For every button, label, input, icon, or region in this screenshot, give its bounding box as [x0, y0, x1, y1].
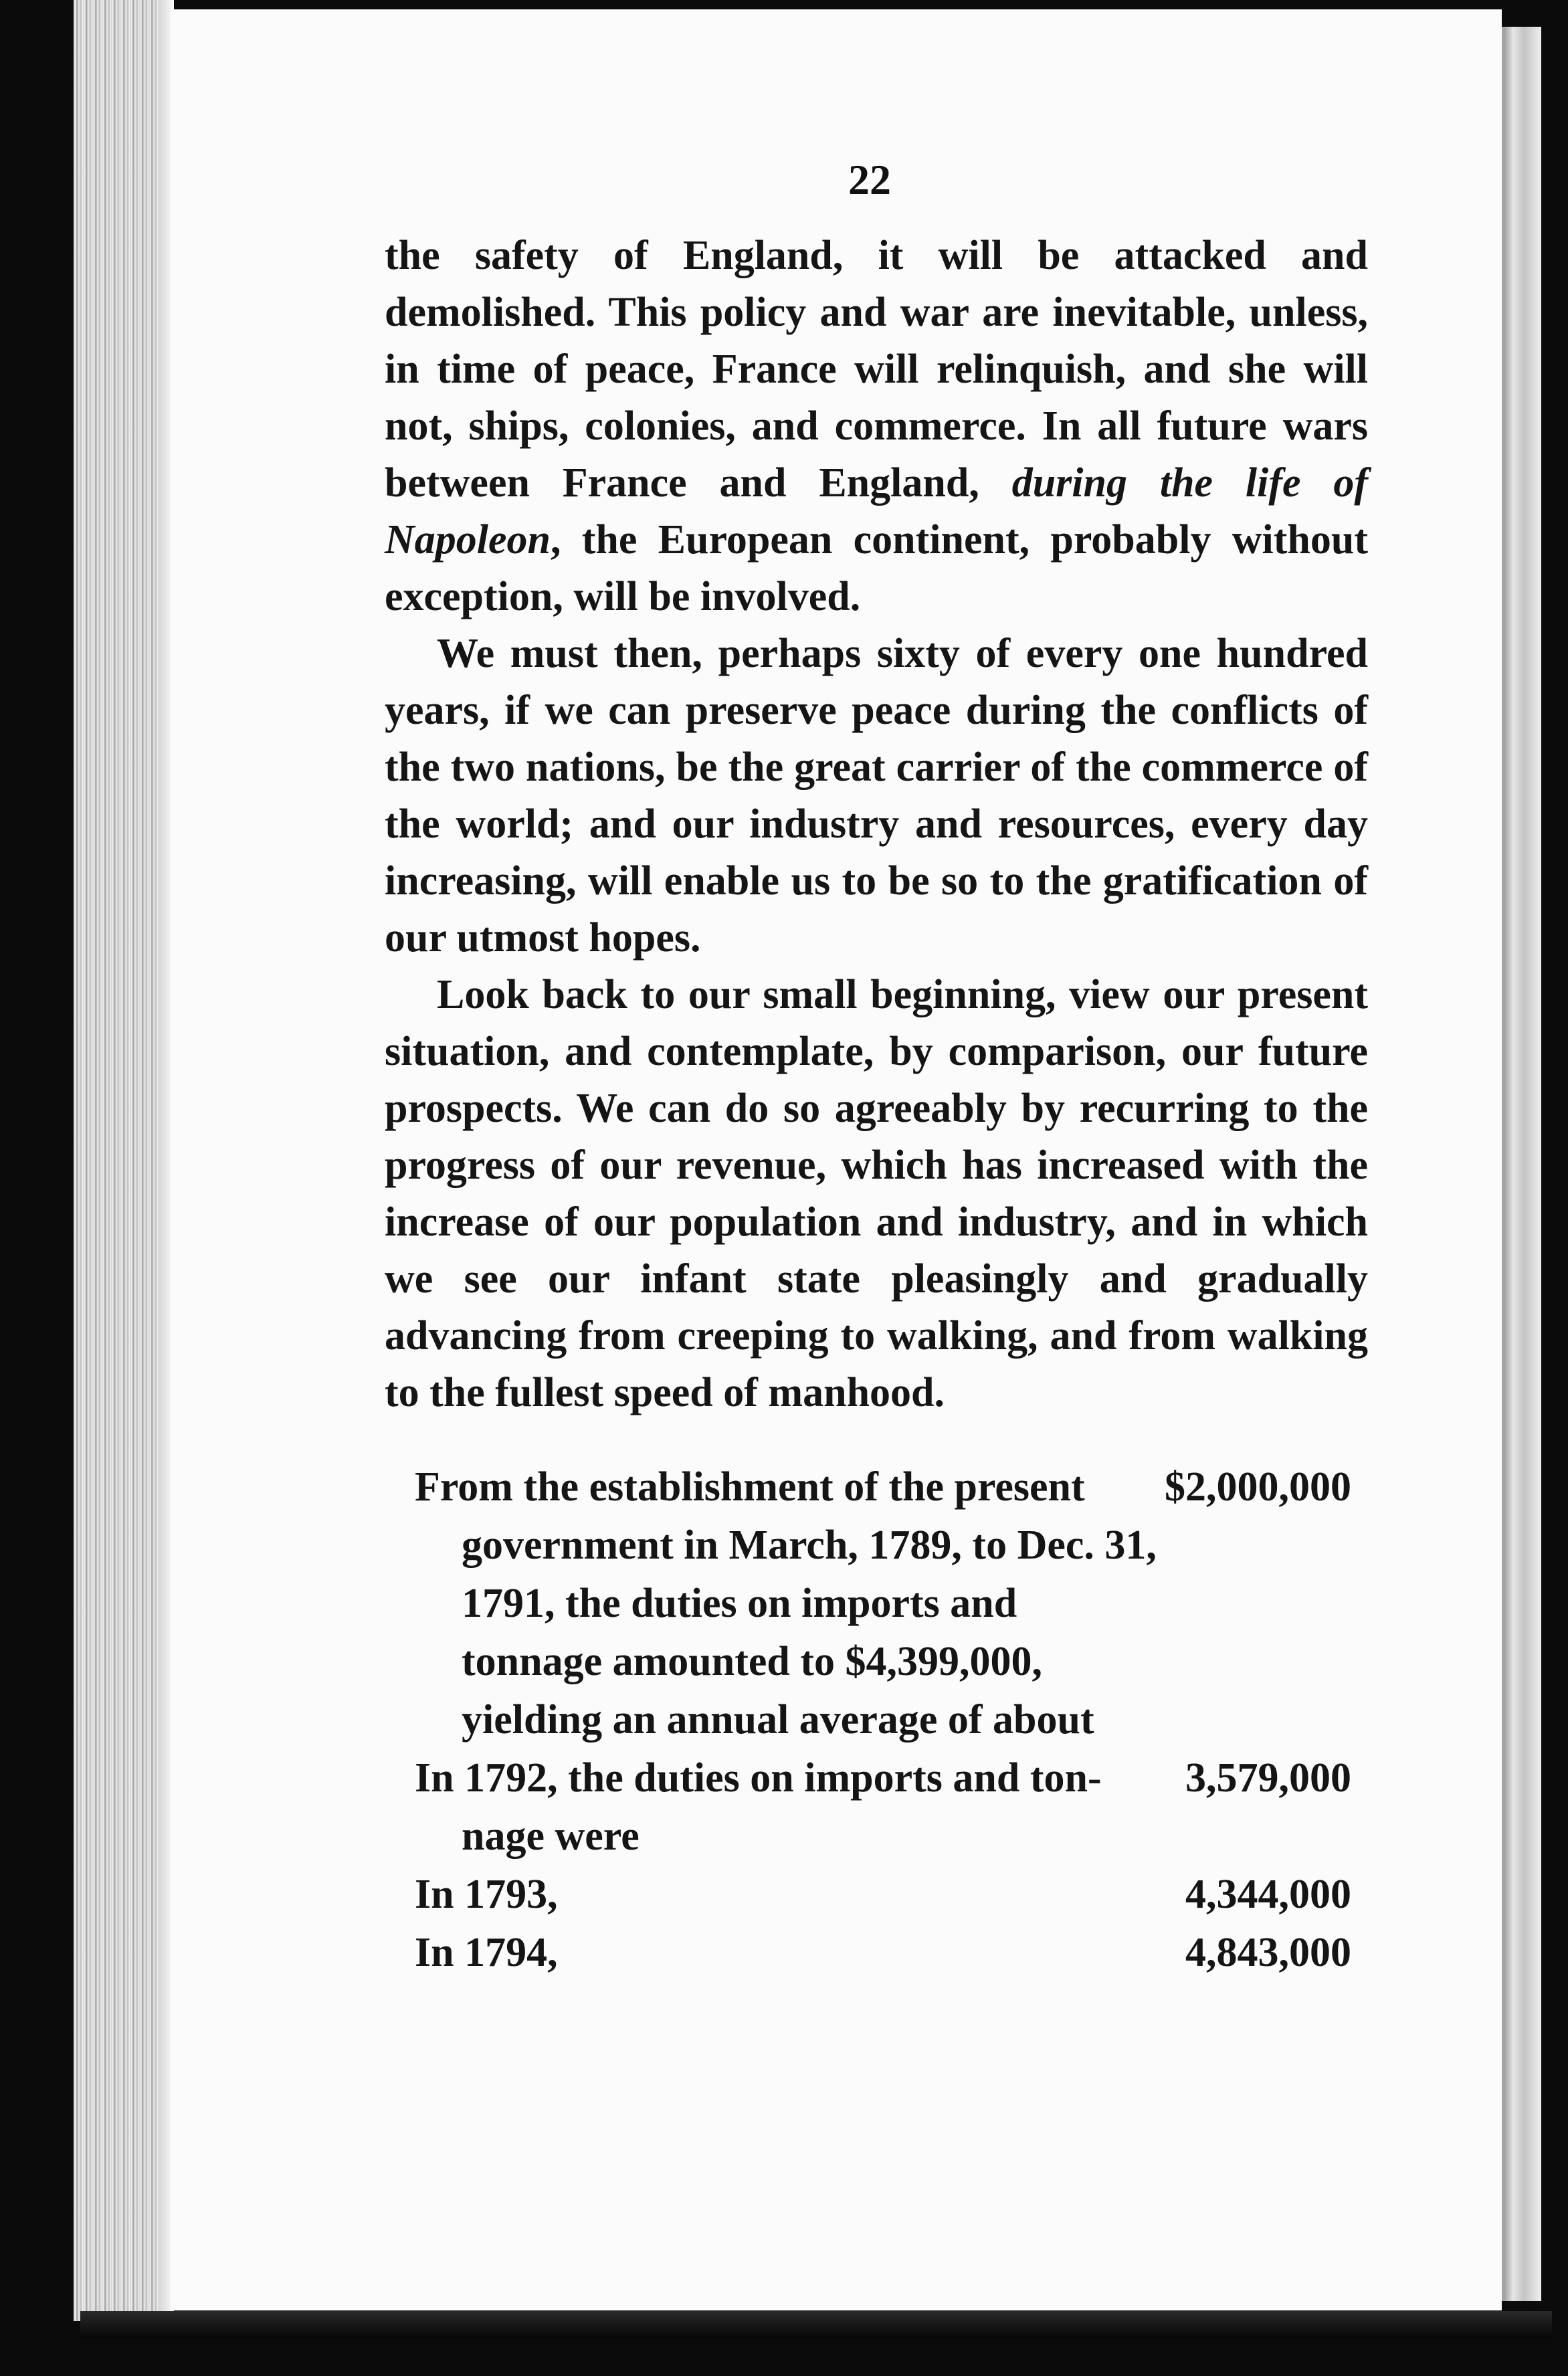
text-segment: the safety of England, it will be attacked and demolished. This policy and war are inevitable, unless, in time of peace, France will relinquish, and she will not, ships, colonies, and commerce. In all future wars between France and England,	[385, 233, 1368, 506]
paragraph	[385, 967, 1368, 1421]
book-page-edges	[74, 0, 174, 2321]
italic-text-segment: during the life of Napoleon	[385, 460, 1368, 563]
revenue-description	[415, 1458, 1165, 1749]
revenue-description-first-line: In 1794,	[415, 1930, 558, 1975]
revenue-description-first-line: In 1793,	[415, 1872, 558, 1917]
revenue-amount: $2,000,000	[1165, 1464, 1351, 1510]
revenue-description	[415, 1749, 1171, 1866]
revenue-description-first-line: From the establishment of the present	[415, 1464, 1085, 1510]
revenue-amount: 4,344,000	[1185, 1872, 1351, 1917]
revenue-row	[415, 1458, 1351, 1749]
book-right-edge	[1497, 27, 1541, 2301]
text-segment: We must then, perhaps sixty of every one hundred years, if we can preserve peace during the conflicts of the two nations, be the great carrier of the commerce of the world; and our industry and resources, every day increasing, will enable us to be so to the gratification of our utmost hopes.	[385, 631, 1368, 961]
revenue-row	[415, 1924, 1351, 1982]
revenue-table	[415, 1458, 1351, 1982]
scan-bottom-shadow	[80, 2311, 1552, 2338]
revenue-description	[415, 1924, 1171, 1982]
revenue-description-continuation: nage were	[462, 1813, 640, 1859]
revenue-description-first-line: In 1792, the duties on imports and ton-	[415, 1755, 1102, 1801]
page-number: 22	[848, 156, 891, 203]
paragraph	[385, 227, 1368, 625]
text-segment: Look back to our small beginning, view our present situation, and contemplate, by comparison, our future prospects. We can do so agreeably by recurring to the progress of our revenue, which has increased with the increase of our population and industry, and in which we see our infant state pleasingly and gradually advancing from creeping to walking, and from walking to the fullest speed of manhood.	[385, 972, 1368, 1415]
revenue-description	[415, 1866, 1171, 1924]
paragraph	[385, 625, 1368, 967]
revenue-amount: 3,579,000	[1185, 1755, 1351, 1801]
revenue-row	[415, 1749, 1351, 1866]
body-text	[385, 227, 1368, 1421]
text-segment: , the European continent, probably without exception, will be involved.	[385, 517, 1368, 619]
revenue-row	[415, 1866, 1351, 1924]
revenue-amount: 4,843,000	[1185, 1930, 1351, 1975]
revenue-description-continuation: government in March, 1789, to Dec. 31, 1791, the duties on imports and tonnage amounted to $4,399,000, yielding an annual average of about	[462, 1522, 1157, 1743]
